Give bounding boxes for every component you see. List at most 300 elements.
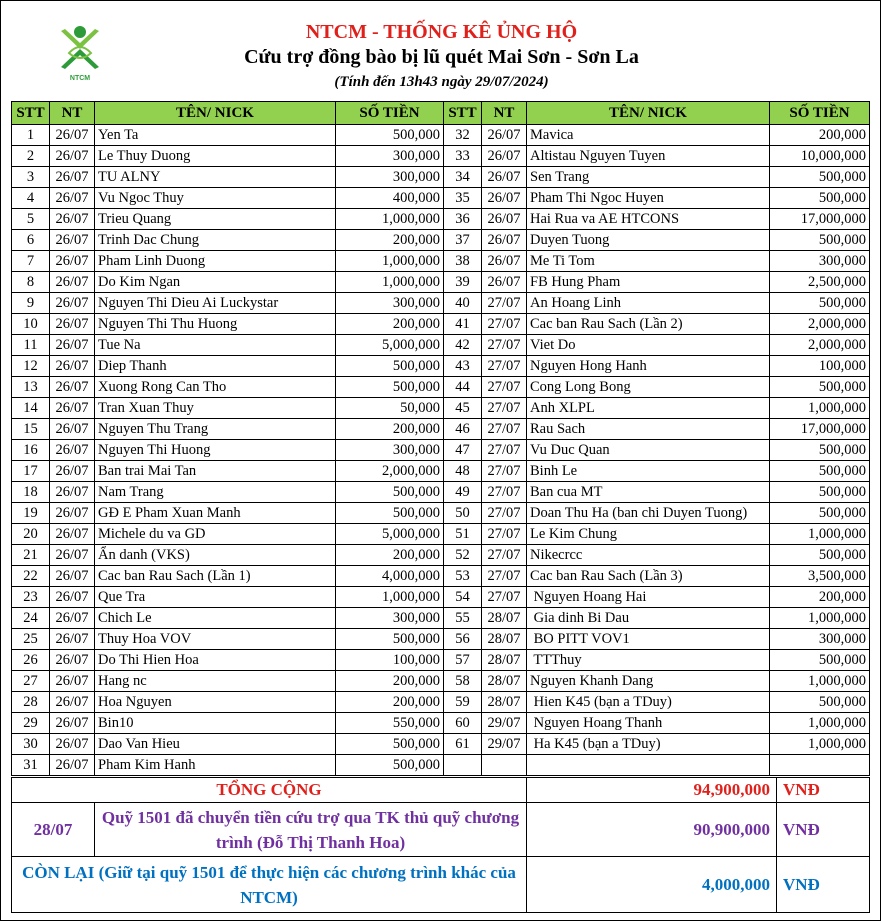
right-name-cell: Nguyen Hoang Hai	[527, 587, 770, 608]
table-row	[12, 587, 870, 608]
left-nt-cell: 26/07	[50, 440, 95, 461]
left-name-cell: Do Kim Ngan	[95, 272, 336, 293]
right-amount-cell: 1,000,000	[770, 524, 870, 545]
right-name-cell: Nguyen Khanh Dang	[527, 671, 770, 692]
left-name-cell: Chich Le	[95, 608, 336, 629]
left-nt-cell: 26/07	[50, 377, 95, 398]
header	[1, 1, 881, 101]
total-label: TỔNG CỘNG	[12, 778, 527, 803]
right-amount-cell: 500,000	[770, 293, 870, 314]
left-stt-cell: 9	[12, 293, 50, 314]
right-nt-cell: 27/07	[482, 314, 527, 335]
left-amount-cell: 1,000,000	[336, 209, 444, 230]
page-title: NTCM - THỐNG KÊ ỦNG HỘ	[305, 21, 578, 43]
right-stt-cell: 33	[444, 146, 482, 167]
table-row	[12, 503, 870, 524]
table-row	[12, 314, 870, 335]
left-stt-cell: 11	[12, 335, 50, 356]
col-nt: NT	[50, 102, 95, 125]
right-amount-cell: 1,000,000	[770, 608, 870, 629]
col-nt: NT	[482, 102, 527, 125]
left-stt-cell: 22	[12, 566, 50, 587]
left-nt-cell: 26/07	[50, 671, 95, 692]
left-nt-cell: 26/07	[50, 482, 95, 503]
right-amount-cell: 1,000,000	[770, 398, 870, 419]
right-stt-cell: 50	[444, 503, 482, 524]
right-amount-cell: 200,000	[770, 587, 870, 608]
right-amount-cell: 2,500,000	[770, 272, 870, 293]
right-amount-cell: 500,000	[770, 650, 870, 671]
left-amount-cell: 200,000	[336, 419, 444, 440]
right-nt-cell: 28/07	[482, 608, 527, 629]
left-amount-cell: 500,000	[336, 503, 444, 524]
left-name-cell: Ẩn danh (VKS)	[95, 545, 336, 566]
right-amount-cell: 1,000,000	[770, 734, 870, 755]
right-stt-cell: 49	[444, 482, 482, 503]
left-name-cell: Tran Xuan Thuy	[95, 398, 336, 419]
left-nt-cell: 26/07	[50, 692, 95, 713]
right-nt-cell: 27/07	[482, 398, 527, 419]
right-amount-cell: 10,000,000	[770, 146, 870, 167]
left-amount-cell: 200,000	[336, 314, 444, 335]
right-name-cell: Altistau Nguyen Tuyen	[527, 146, 770, 167]
left-stt-cell: 31	[12, 755, 50, 776]
right-name-cell: Cong Long Bong	[527, 377, 770, 398]
right-name-cell: Pham Thi Ngoc Huyen	[527, 188, 770, 209]
right-amount-cell: 500,000	[770, 440, 870, 461]
right-name-cell: Hien K45 (bạn a TDuy)	[527, 692, 770, 713]
right-name-cell: Mavica	[527, 125, 770, 146]
left-stt-cell: 5	[12, 209, 50, 230]
right-amount-cell: 2,000,000	[770, 314, 870, 335]
right-nt-cell: 28/07	[482, 671, 527, 692]
right-amount-cell: 500,000	[770, 461, 870, 482]
left-stt-cell: 6	[12, 230, 50, 251]
right-name-cell	[527, 755, 770, 776]
right-name-cell: Vu Duc Quan	[527, 440, 770, 461]
right-name-cell: Cac ban Rau Sach (Lần 3)	[527, 566, 770, 587]
right-name-cell: Binh Le	[527, 461, 770, 482]
right-amount-cell: 1,000,000	[770, 713, 870, 734]
left-name-cell: Ban trai Mai Tan	[95, 461, 336, 482]
right-amount-cell: 17,000,000	[770, 419, 870, 440]
right-nt-cell: 27/07	[482, 545, 527, 566]
right-name-cell: Sen Trang	[527, 167, 770, 188]
left-stt-cell: 21	[12, 545, 50, 566]
right-amount-cell	[770, 755, 870, 776]
col-stt: STT	[12, 102, 50, 125]
left-stt-cell: 30	[12, 734, 50, 755]
right-nt-cell	[482, 755, 527, 776]
left-stt-cell: 25	[12, 629, 50, 650]
right-name-cell: Ha K45 (bạn a TDuy)	[527, 734, 770, 755]
left-amount-cell: 500,000	[336, 482, 444, 503]
left-nt-cell: 26/07	[50, 461, 95, 482]
right-stt-cell: 46	[444, 419, 482, 440]
right-name-cell: Doan Thu Ha (ban chi Duyen Tuong)	[527, 503, 770, 524]
left-name-cell: Hoa Nguyen	[95, 692, 336, 713]
right-amount-cell: 300,000	[770, 629, 870, 650]
right-amount-cell: 2,000,000	[770, 335, 870, 356]
right-stt-cell: 60	[444, 713, 482, 734]
col-amount: SỐ TIỀN	[336, 102, 444, 125]
right-stt-cell: 53	[444, 566, 482, 587]
table-row	[12, 524, 870, 545]
left-name-cell: Bin10	[95, 713, 336, 734]
left-amount-cell: 1,000,000	[336, 251, 444, 272]
as-of-date: (Tính đến 13h43 ngày 29/07/2024)	[334, 74, 549, 90]
right-stt-cell: 52	[444, 545, 482, 566]
right-nt-cell: 29/07	[482, 713, 527, 734]
page-subtitle: Cứu trợ đồng bào bị lũ quét Mai Sơn - Sơn La	[244, 46, 639, 68]
right-stt-cell: 36	[444, 209, 482, 230]
left-stt-cell: 13	[12, 377, 50, 398]
left-name-cell: Trieu Quang	[95, 209, 336, 230]
left-stt-cell: 2	[12, 146, 50, 167]
left-amount-cell: 300,000	[336, 146, 444, 167]
left-nt-cell: 26/07	[50, 251, 95, 272]
right-stt-cell: 38	[444, 251, 482, 272]
left-name-cell: Michele du va GD	[95, 524, 336, 545]
right-name-cell: Duyen Tuong	[527, 230, 770, 251]
left-amount-cell: 1,000,000	[336, 272, 444, 293]
table-row	[12, 419, 870, 440]
right-name-cell: FB Hung Pham	[527, 272, 770, 293]
right-stt-cell: 54	[444, 587, 482, 608]
table-row	[12, 251, 870, 272]
table-row	[12, 335, 870, 356]
left-stt-cell: 10	[12, 314, 50, 335]
left-amount-cell: 200,000	[336, 671, 444, 692]
right-amount-cell: 3,500,000	[770, 566, 870, 587]
remaining-amount: 4,000,000	[527, 857, 777, 913]
left-name-cell: Nguyen Thi Huong	[95, 440, 336, 461]
right-stt-cell: 57	[444, 650, 482, 671]
left-name-cell: Cac ban Rau Sach (Lần 1)	[95, 566, 336, 587]
remaining-label: CÒN LẠI (Giữ tại quỹ 1501 để thực hiện các chương trình khác của NTCM)	[12, 857, 527, 913]
left-nt-cell: 26/07	[50, 587, 95, 608]
left-amount-cell: 500,000	[336, 755, 444, 776]
left-name-cell: Nguyen Thi Dieu Ai Luckystar	[95, 293, 336, 314]
left-amount-cell: 200,000	[336, 545, 444, 566]
col-amount: SỐ TIỀN	[770, 102, 870, 125]
table-row	[12, 545, 870, 566]
right-nt-cell: 26/07	[482, 146, 527, 167]
left-name-cell: Pham Kim Hanh	[95, 755, 336, 776]
left-name-cell: Le Thuy Duong	[95, 146, 336, 167]
left-stt-cell: 23	[12, 587, 50, 608]
left-nt-cell: 26/07	[50, 293, 95, 314]
right-name-cell: Me Ti Tom	[527, 251, 770, 272]
left-name-cell: Nam Trang	[95, 482, 336, 503]
table-row	[12, 377, 870, 398]
left-amount-cell: 300,000	[336, 167, 444, 188]
table-row	[12, 566, 870, 587]
right-stt-cell: 34	[444, 167, 482, 188]
right-stt-cell: 45	[444, 398, 482, 419]
table-row	[12, 146, 870, 167]
right-nt-cell: 27/07	[482, 461, 527, 482]
right-nt-cell: 27/07	[482, 482, 527, 503]
right-amount-cell: 500,000	[770, 230, 870, 251]
right-stt-cell: 41	[444, 314, 482, 335]
right-nt-cell: 26/07	[482, 272, 527, 293]
right-name-cell: Viet Do	[527, 335, 770, 356]
left-nt-cell: 26/07	[50, 167, 95, 188]
left-amount-cell: 500,000	[336, 125, 444, 146]
right-nt-cell: 26/07	[482, 251, 527, 272]
right-amount-cell: 17,000,000	[770, 209, 870, 230]
left-name-cell: Diep Thanh	[95, 356, 336, 377]
left-name-cell: Dao Van Hieu	[95, 734, 336, 755]
right-amount-cell: 500,000	[770, 167, 870, 188]
right-nt-cell: 27/07	[482, 587, 527, 608]
left-amount-cell: 500,000	[336, 356, 444, 377]
right-name-cell: BO PITT VOV1	[527, 629, 770, 650]
left-amount-cell: 2,000,000	[336, 461, 444, 482]
right-name-cell: An Hoang Linh	[527, 293, 770, 314]
right-nt-cell: 27/07	[482, 335, 527, 356]
right-name-cell: Hai Rua va AE HTCONS	[527, 209, 770, 230]
transfer-label: Quỹ 1501 đã chuyển tiền cứu trợ qua TK thủ quỹ chương trình (Đỗ Thị Thanh Hoa)	[95, 803, 527, 857]
left-nt-cell: 26/07	[50, 503, 95, 524]
right-name-cell: Rau Sach	[527, 419, 770, 440]
left-nt-cell: 26/07	[50, 629, 95, 650]
right-nt-cell: 29/07	[482, 734, 527, 755]
right-amount-cell: 200,000	[770, 125, 870, 146]
left-amount-cell: 500,000	[336, 629, 444, 650]
transfer-row	[12, 803, 870, 857]
table-row	[12, 713, 870, 734]
right-nt-cell: 27/07	[482, 566, 527, 587]
left-amount-cell: 5,000,000	[336, 524, 444, 545]
right-nt-cell: 27/07	[482, 356, 527, 377]
left-nt-cell: 26/07	[50, 734, 95, 755]
left-amount-cell: 200,000	[336, 692, 444, 713]
left-stt-cell: 16	[12, 440, 50, 461]
remaining-currency: VNĐ	[777, 857, 870, 913]
left-amount-cell: 300,000	[336, 608, 444, 629]
left-stt-cell: 19	[12, 503, 50, 524]
left-stt-cell: 4	[12, 188, 50, 209]
right-name-cell: Nguyen Hoang Thanh	[527, 713, 770, 734]
transfer-amount: 90,900,000	[527, 803, 777, 857]
left-name-cell: Xuong Rong Can Tho	[95, 377, 336, 398]
right-nt-cell: 27/07	[482, 524, 527, 545]
right-stt-cell: 58	[444, 671, 482, 692]
left-nt-cell: 26/07	[50, 230, 95, 251]
table-row	[12, 440, 870, 461]
left-stt-cell: 26	[12, 650, 50, 671]
right-amount-cell: 500,000	[770, 503, 870, 524]
left-nt-cell: 26/07	[50, 335, 95, 356]
left-stt-cell: 18	[12, 482, 50, 503]
table-row	[12, 230, 870, 251]
left-nt-cell: 26/07	[50, 650, 95, 671]
right-stt-cell: 43	[444, 356, 482, 377]
table-row	[12, 692, 870, 713]
left-amount-cell: 550,000	[336, 713, 444, 734]
donation-table	[11, 101, 870, 776]
col-name: TÊN/ NICK	[527, 102, 770, 125]
left-name-cell: Trinh Dac Chung	[95, 230, 336, 251]
table-row	[12, 629, 870, 650]
left-name-cell: Que Tra	[95, 587, 336, 608]
right-stt-cell: 56	[444, 629, 482, 650]
right-nt-cell: 28/07	[482, 629, 527, 650]
right-name-cell: Nikecrcc	[527, 545, 770, 566]
left-nt-cell: 26/07	[50, 188, 95, 209]
left-nt-cell: 26/07	[50, 524, 95, 545]
left-name-cell: TU ALNY	[95, 167, 336, 188]
table-row	[12, 209, 870, 230]
left-nt-cell: 26/07	[50, 419, 95, 440]
left-amount-cell: 1,000,000	[336, 587, 444, 608]
left-name-cell: Nguyen Thi Thu Huong	[95, 314, 336, 335]
right-nt-cell: 28/07	[482, 692, 527, 713]
right-stt-cell: 42	[444, 335, 482, 356]
left-stt-cell: 24	[12, 608, 50, 629]
table-row	[12, 293, 870, 314]
left-stt-cell: 7	[12, 251, 50, 272]
left-amount-cell: 500,000	[336, 734, 444, 755]
right-nt-cell: 26/07	[482, 230, 527, 251]
right-nt-cell: 26/07	[482, 167, 527, 188]
right-stt-cell: 40	[444, 293, 482, 314]
left-amount-cell: 100,000	[336, 650, 444, 671]
left-stt-cell: 17	[12, 461, 50, 482]
svg-text:NTCM: NTCM	[69, 75, 91, 82]
right-name-cell: Nguyen Hong Hanh	[527, 356, 770, 377]
right-nt-cell: 27/07	[482, 440, 527, 461]
left-amount-cell: 300,000	[336, 293, 444, 314]
col-name: TÊN/ NICK	[95, 102, 336, 125]
table-row	[12, 272, 870, 293]
right-stt-cell: 48	[444, 461, 482, 482]
left-amount-cell: 300,000	[336, 440, 444, 461]
right-amount-cell: 100,000	[770, 356, 870, 377]
table-row	[12, 125, 870, 146]
right-name-cell: Cac ban Rau Sach (Lần 2)	[527, 314, 770, 335]
left-stt-cell: 20	[12, 524, 50, 545]
right-amount-cell: 500,000	[770, 188, 870, 209]
transfer-date: 28/07	[12, 803, 95, 857]
right-stt-cell: 44	[444, 377, 482, 398]
left-name-cell: Yen Ta	[95, 125, 336, 146]
right-stt-cell: 37	[444, 230, 482, 251]
left-nt-cell: 26/07	[50, 398, 95, 419]
right-stt-cell: 32	[444, 125, 482, 146]
right-amount-cell: 1,000,000	[770, 671, 870, 692]
right-stt-cell: 39	[444, 272, 482, 293]
table-row	[12, 398, 870, 419]
right-stt-cell: 47	[444, 440, 482, 461]
right-nt-cell: 28/07	[482, 650, 527, 671]
right-nt-cell: 27/07	[482, 503, 527, 524]
left-nt-cell: 26/07	[50, 125, 95, 146]
right-name-cell: Gia dinh Bi Dau	[527, 608, 770, 629]
left-name-cell: Tue Na	[95, 335, 336, 356]
left-nt-cell: 26/07	[50, 356, 95, 377]
left-name-cell: Vu Ngoc Thuy	[95, 188, 336, 209]
left-name-cell: Pham Linh Duong	[95, 251, 336, 272]
total-currency: VNĐ	[777, 778, 870, 803]
right-stt-cell: 55	[444, 608, 482, 629]
right-stt-cell: 59	[444, 692, 482, 713]
left-stt-cell: 15	[12, 419, 50, 440]
total-row	[12, 778, 870, 803]
left-stt-cell: 8	[12, 272, 50, 293]
left-amount-cell: 50,000	[336, 398, 444, 419]
right-nt-cell: 26/07	[482, 188, 527, 209]
table-row	[12, 356, 870, 377]
right-amount-cell: 500,000	[770, 692, 870, 713]
table-row	[12, 671, 870, 692]
right-stt-cell: 61	[444, 734, 482, 755]
left-name-cell: Do Thi Hien Hoa	[95, 650, 336, 671]
left-nt-cell: 26/07	[50, 209, 95, 230]
right-stt-cell: 35	[444, 188, 482, 209]
left-name-cell: Hang nc	[95, 671, 336, 692]
left-stt-cell: 3	[12, 167, 50, 188]
left-nt-cell: 26/07	[50, 146, 95, 167]
remaining-row	[12, 857, 870, 913]
col-stt: STT	[444, 102, 482, 125]
left-amount-cell: 500,000	[336, 377, 444, 398]
right-nt-cell: 27/07	[482, 419, 527, 440]
table-row	[12, 755, 870, 776]
left-nt-cell: 26/07	[50, 755, 95, 776]
table-row	[12, 650, 870, 671]
right-nt-cell: 26/07	[482, 209, 527, 230]
left-stt-cell: 12	[12, 356, 50, 377]
left-stt-cell: 27	[12, 671, 50, 692]
left-name-cell: Thuy Hoa VOV	[95, 629, 336, 650]
right-stt-cell	[444, 755, 482, 776]
left-amount-cell: 4,000,000	[336, 566, 444, 587]
table-row	[12, 608, 870, 629]
left-nt-cell: 26/07	[50, 272, 95, 293]
right-nt-cell: 27/07	[482, 377, 527, 398]
table-row	[12, 734, 870, 755]
left-nt-cell: 26/07	[50, 608, 95, 629]
total-amount: 94,900,000	[527, 778, 777, 803]
table-row	[12, 461, 870, 482]
table-row	[12, 188, 870, 209]
left-name-cell: GĐ E Pham Xuan Manh	[95, 503, 336, 524]
right-name-cell: Le Kim Chung	[527, 524, 770, 545]
left-nt-cell: 26/07	[50, 713, 95, 734]
left-nt-cell: 26/07	[50, 314, 95, 335]
left-name-cell: Nguyen Thu Trang	[95, 419, 336, 440]
right-name-cell: TTThuy	[527, 650, 770, 671]
right-nt-cell: 26/07	[482, 125, 527, 146]
left-amount-cell: 400,000	[336, 188, 444, 209]
right-name-cell: Ban cua MT	[527, 482, 770, 503]
left-stt-cell: 1	[12, 125, 50, 146]
left-stt-cell: 29	[12, 713, 50, 734]
table-row	[12, 167, 870, 188]
left-amount-cell: 200,000	[336, 230, 444, 251]
transfer-currency: VNĐ	[777, 803, 870, 857]
table-row	[12, 482, 870, 503]
right-amount-cell: 300,000	[770, 251, 870, 272]
right-nt-cell: 27/07	[482, 293, 527, 314]
right-amount-cell: 500,000	[770, 482, 870, 503]
summary-table	[11, 777, 870, 913]
right-stt-cell: 51	[444, 524, 482, 545]
left-amount-cell: 5,000,000	[336, 335, 444, 356]
